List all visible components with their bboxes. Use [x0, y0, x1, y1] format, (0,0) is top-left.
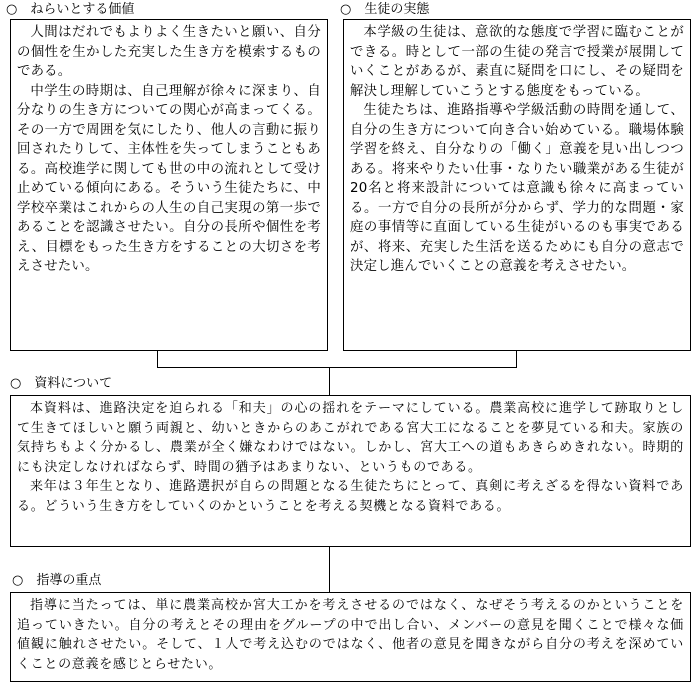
aims-paragraph-1: 人間はだれでもよりよく生きたいと願い、自分の個性を生かした充実した生き方を模索するものである。: [17, 25, 321, 79]
connector-aims-down: [157, 351, 158, 367]
material-paragraph-1: 本資料は、進路決定を迫られる「和夫」の心の揺れをテーマにしている。農業高校に進学して跡取りとして生きてほしいと願う両親と、幼いときからのあこがれである宮大工になることを夢見ている和夫。家族の気持ちもよく分かるし、農業が全く嫌なわけではない。しかし、宮大工への道もあきらめきれない。時期的にも決定しなければならず、時間の猶予はあまりない、というものである。: [17, 401, 684, 475]
guidance-paragraph-1: 指導に当たっては、単に農業高校か宮大工かを考えさせるのではなく、なぜそう考えるのかということを追っていきたい。自分の考えとその理由をグループの中で出し合い、メンバーの意見を聞くことで様々な価値観に触れさせたい。そして、１人で考え込むのではなく、他者の意見を聞きながら自分の考えを深めていくことの意義を感じとらせたい。: [17, 598, 684, 672]
connector-students-down: [516, 351, 517, 367]
material-paragraph-2: 来年は３年生となり、進路選択が自らの問題となる生徒たちにとって、真剣に考えざるを得ない資料である。どういう生き方をしていくのかということを考える契機となる資料である。: [17, 479, 684, 514]
aims-box: [10, 19, 328, 351]
guidance-box: [10, 592, 691, 682]
students-box: [343, 19, 691, 351]
connector-join: [157, 367, 517, 368]
aims-heading: ○ ねらいとする価値: [6, 2, 135, 17]
connector-to-guidance: [329, 547, 330, 592]
guidance-heading: ○ 指導の重点: [12, 573, 102, 588]
students-heading: ○ 生徒の実態: [340, 2, 430, 17]
connector-to-material: [329, 367, 330, 395]
material-box: [10, 395, 691, 547]
students-paragraph-1: 本学級の生徒は、意欲的な態度で学習に臨むことができる。時として一部の生徒の発言で授業が展開していくことがあるが、素直に疑問を口にし、その疑問を解決し理解していこうとする態度をもっている。: [350, 25, 684, 99]
aims-paragraph-2: 中学生の時期は、自己理解が徐々に深まり、自分なりの生き方についての関心が高まってくる。その一方で周囲を気にしたり、他人の言動に振り回されたりして、主体性を失ってしまうこともある。高校進学に関しても世の中の流れとして受け止めている傾向にある。そういう生徒たちに、中学校卒業はこれからの人生の自己実現の第一歩であることを認識させたい。自分の長所や個性を考え、目標をもった生き方をすることの大切さを考えさせたい。: [17, 83, 321, 274]
students-paragraph-2: 生徒たちは、進路指導や学級活動の時間を通して、自分の生き方について向き合い始めている。職場体験学習を終え、自分なりの「働く」意義を見い出しつつある。将来やりたい仕事・なりたい職業がある生徒が20名と将来設計については意識も徐々に高まっている。一方で自分の長所が分からず、学力的な問題・家庭の事情等に直面している生徒がいるのも事実であるが、将来、充実した生活を送るためにも自分の意志で決定し進んでいくことの意義を考えさせたい。: [350, 103, 684, 274]
material-heading: ○ 資料について: [10, 376, 113, 391]
